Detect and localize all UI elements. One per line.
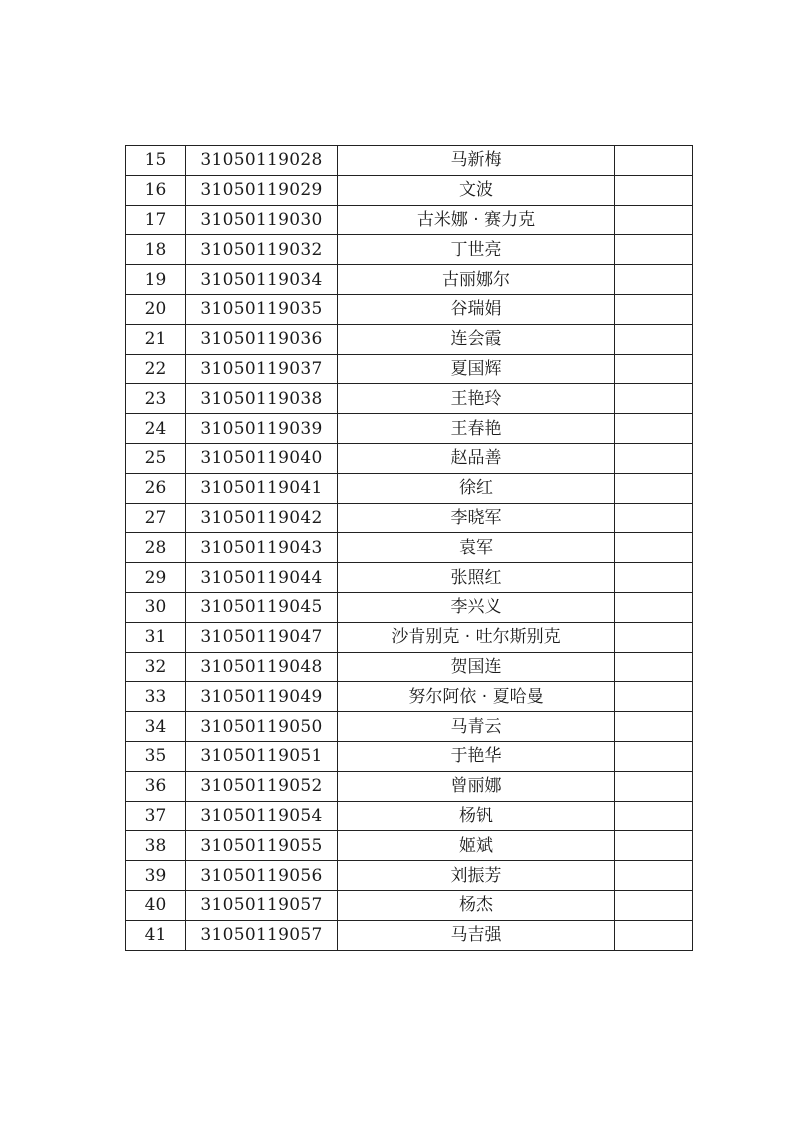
table-row [126,503,693,533]
remarks-cell [615,592,693,622]
row-number-cell: 31 [126,622,186,652]
student-id-cell: 31050119038 [186,384,338,414]
student-id-cell: 31050119048 [186,652,338,682]
student-name-cell: 王春艳 [338,414,615,444]
student-name-cell: 李兴义 [338,592,615,622]
table-row [126,592,693,622]
row-number-cell: 23 [126,384,186,414]
student-name-cell: 连会霞 [338,324,615,354]
remarks-cell [615,384,693,414]
table-row [126,563,693,593]
student-id-cell: 31050119056 [186,861,338,891]
row-number-cell: 22 [126,354,186,384]
student-id-cell: 31050119044 [186,563,338,593]
student-name-cell: 王艳玲 [338,384,615,414]
student-id-cell: 31050119029 [186,175,338,205]
table-row [126,354,693,384]
row-number-cell: 16 [126,175,186,205]
remarks-cell [615,890,693,920]
student-id-cell: 31050119039 [186,414,338,444]
row-number-cell: 17 [126,205,186,235]
student-id-cell: 31050119030 [186,205,338,235]
table-row [126,652,693,682]
remarks-cell [615,265,693,295]
student-id-cell: 31050119035 [186,294,338,324]
row-number-cell: 19 [126,265,186,295]
table-row [126,801,693,831]
remarks-cell [615,741,693,771]
table-row [126,294,693,324]
student-name-cell: 曾丽娜 [338,771,615,801]
table-row [126,622,693,652]
student-id-cell: 31050119050 [186,712,338,742]
student-name-cell: 文波 [338,175,615,205]
student-id-cell: 31050119057 [186,920,338,950]
row-number-cell: 15 [126,146,186,176]
table-row [126,533,693,563]
remarks-cell [615,652,693,682]
remarks-cell [615,294,693,324]
row-number-cell: 25 [126,443,186,473]
student-id-cell: 31050119051 [186,741,338,771]
table-row [126,235,693,265]
remarks-cell [615,861,693,891]
table-row [126,146,693,176]
table-row [126,831,693,861]
student-id-cell: 31050119040 [186,443,338,473]
table-row [126,712,693,742]
row-number-cell: 41 [126,920,186,950]
student-id-cell: 31050119034 [186,265,338,295]
student-name-cell: 努尔阿依 · 夏哈曼 [338,682,615,712]
remarks-cell [615,801,693,831]
student-name-cell: 杨钒 [338,801,615,831]
remarks-cell [615,622,693,652]
remarks-cell [615,831,693,861]
remarks-cell [615,712,693,742]
table-row [126,414,693,444]
row-number-cell: 35 [126,741,186,771]
student-name-cell: 夏国辉 [338,354,615,384]
remarks-cell [615,920,693,950]
table-row [126,384,693,414]
student-id-cell: 31050119055 [186,831,338,861]
student-id-cell: 31050119036 [186,324,338,354]
row-number-cell: 24 [126,414,186,444]
remarks-cell [615,771,693,801]
student-id-cell: 31050119043 [186,533,338,563]
student-name-cell: 谷瑞娟 [338,294,615,324]
student-name-cell: 李晓军 [338,503,615,533]
student-name-cell: 袁军 [338,533,615,563]
row-number-cell: 34 [126,712,186,742]
table-row [126,324,693,354]
row-number-cell: 28 [126,533,186,563]
row-number-cell: 26 [126,473,186,503]
remarks-cell [615,146,693,176]
student-id-cell: 31050119045 [186,592,338,622]
table-row [126,473,693,503]
student-name-cell: 丁世亮 [338,235,615,265]
student-name-cell: 古米娜 · 赛力克 [338,205,615,235]
student-name-cell: 杨杰 [338,890,615,920]
remarks-cell [615,175,693,205]
row-number-cell: 33 [126,682,186,712]
student-id-cell: 31050119047 [186,622,338,652]
remarks-cell [615,205,693,235]
remarks-cell [615,563,693,593]
row-number-cell: 29 [126,563,186,593]
table-row [126,175,693,205]
student-id-cell: 31050119037 [186,354,338,384]
table-row [126,771,693,801]
remarks-cell [615,503,693,533]
student-id-cell: 31050119057 [186,890,338,920]
remarks-cell [615,682,693,712]
student-name-cell: 姬斌 [338,831,615,861]
row-number-cell: 39 [126,861,186,891]
student-name-cell: 马青云 [338,712,615,742]
table-row [126,682,693,712]
student-name-cell: 赵品善 [338,443,615,473]
row-number-cell: 37 [126,801,186,831]
row-number-cell: 32 [126,652,186,682]
table-row [126,890,693,920]
row-number-cell: 20 [126,294,186,324]
table-row [126,265,693,295]
student-name-cell: 马吉强 [338,920,615,950]
remarks-cell [615,533,693,563]
student-name-cell: 刘振芳 [338,861,615,891]
row-number-cell: 27 [126,503,186,533]
student-name-cell: 张照红 [338,563,615,593]
table-row [126,443,693,473]
student-id-cell: 31050119028 [186,146,338,176]
student-name-cell: 徐红 [338,473,615,503]
table-row [126,920,693,950]
row-number-cell: 40 [126,890,186,920]
student-name-cell: 于艳华 [338,741,615,771]
roster-table-body [126,146,693,951]
row-number-cell: 21 [126,324,186,354]
student-name-cell: 贺国连 [338,652,615,682]
row-number-cell: 36 [126,771,186,801]
remarks-cell [615,354,693,384]
student-id-cell: 31050119052 [186,771,338,801]
row-number-cell: 18 [126,235,186,265]
student-name-cell: 马新梅 [338,146,615,176]
student-id-cell: 31050119032 [186,235,338,265]
student-id-cell: 31050119054 [186,801,338,831]
remarks-cell [615,443,693,473]
table-row [126,861,693,891]
table-row [126,741,693,771]
table-row [126,205,693,235]
student-name-cell: 沙肯别克 · 吐尔斯别克 [338,622,615,652]
roster-table [125,145,693,951]
remarks-cell [615,235,693,265]
student-name-cell: 古丽娜尔 [338,265,615,295]
student-id-cell: 31050119041 [186,473,338,503]
row-number-cell: 30 [126,592,186,622]
row-number-cell: 38 [126,831,186,861]
remarks-cell [615,473,693,503]
student-id-cell: 31050119049 [186,682,338,712]
student-id-cell: 31050119042 [186,503,338,533]
remarks-cell [615,324,693,354]
remarks-cell [615,414,693,444]
